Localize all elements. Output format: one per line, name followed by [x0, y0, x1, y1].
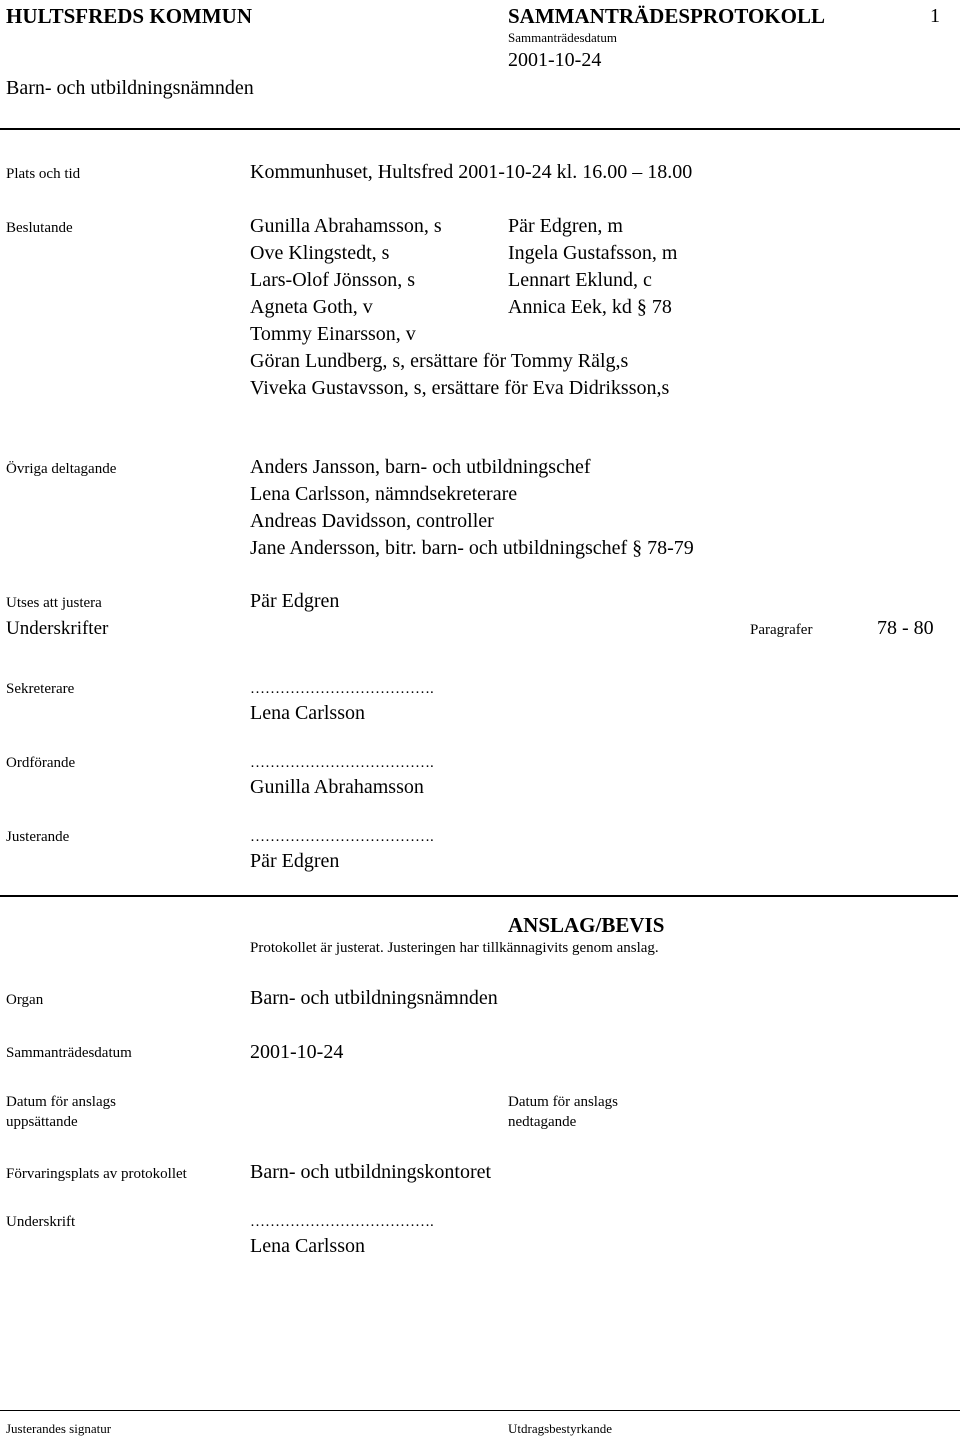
document-type: SAMMANTRÄDESPROTOKOLL	[508, 4, 825, 28]
extract-certify-label: Utdragsbestyrkande	[508, 1421, 612, 1436]
decision-maker-full: Göran Lundberg, s, ersättare för Tommy Rälg,s	[250, 350, 629, 372]
secretary-label: Sekreterare	[6, 681, 75, 697]
notice-date-value: 2001-10-24	[250, 1041, 344, 1063]
decision-maker-right: Pär Edgren, m	[508, 215, 623, 237]
storage-value: Barn- och utbildningskontoret	[250, 1161, 492, 1183]
adjuster-signature-label: Justerandes signatur	[6, 1421, 112, 1436]
removal-date-label: nedtagande	[508, 1114, 577, 1130]
adjuster-label: Utses att justera	[6, 595, 102, 611]
paragraphs-value: 78 - 80	[877, 617, 934, 639]
decision-maker-right: Ingela Gustafsson, m	[508, 242, 678, 264]
chair-label: Ordförande	[6, 755, 76, 771]
signature-line: ……………………………….	[250, 681, 434, 697]
adjusting-label: Justerande	[6, 829, 70, 845]
signatures-label: Underskrifter	[6, 618, 109, 639]
decision-maker-left: Agneta Goth, v	[250, 296, 373, 318]
paragraphs-label: Paragrafer	[750, 622, 813, 638]
header-divider	[0, 128, 960, 130]
organ-value: Barn- och utbildningsnämnden	[250, 987, 498, 1009]
other-participant: Lena Carlsson, nämndsekreterare	[250, 483, 518, 505]
other-participant: Andreas Davidsson, controller	[250, 510, 494, 532]
decision-maker-full: Tommy Einarsson, v	[250, 323, 416, 345]
notice-divider	[0, 895, 958, 897]
org-name: HULTSFREDS KOMMUN	[6, 4, 253, 28]
signature-line: ……………………………….	[250, 755, 434, 771]
signature-label: Underskrift	[6, 1214, 76, 1230]
notice-date-label: Sammanträdesdatum	[6, 1045, 132, 1061]
posting-date-label: uppsättande	[6, 1114, 78, 1130]
meeting-date-label: Sammanträdesdatum	[508, 30, 618, 45]
decision-maker-left: Ove Klingstedt, s	[250, 242, 390, 264]
other-participant: Anders Jansson, barn- och utbildningschef	[250, 456, 591, 478]
storage-label: Förvaringsplats av protokollet	[6, 1166, 187, 1182]
posting-date-label: Datum för anslags	[6, 1094, 116, 1110]
signature-line: ……………………………….	[250, 829, 434, 845]
secretary-name: Lena Carlsson	[250, 702, 365, 724]
page-number: 1	[930, 5, 940, 27]
removal-date-label: Datum för anslags	[508, 1094, 618, 1110]
place-value: Kommunhuset, Hultsfred 2001-10-24 kl. 16.00 – 18.00	[250, 161, 693, 183]
meeting-date: 2001-10-24	[508, 49, 602, 71]
decision-maker-left: Gunilla Abrahamsson, s	[250, 215, 442, 237]
footer-divider	[0, 1410, 960, 1411]
other-participant: Jane Andersson, bitr. barn- och utbildningschef § 78-79	[250, 537, 694, 559]
decision-maker-full: Viveka Gustavsson, s, ersättare för Eva Didriksson,s	[250, 377, 670, 399]
chair-name: Gunilla Abrahamsson	[250, 776, 424, 798]
signature-line: ……………………………….	[250, 1214, 434, 1230]
decision-makers-label: Beslutande	[6, 220, 73, 236]
adjusting-name: Pär Edgren	[250, 850, 340, 872]
others-label: Övriga deltagande	[6, 461, 117, 477]
decision-maker-right: Lennart Eklund, c	[508, 269, 652, 291]
signature-name: Lena Carlsson	[250, 1235, 365, 1257]
adjuster-value: Pär Edgren	[250, 590, 340, 612]
decision-maker-left: Lars-Olof Jönsson, s	[250, 269, 415, 291]
organ-label: Organ	[6, 992, 44, 1008]
decision-maker-right: Annica Eek, kd § 78	[508, 296, 672, 318]
place-label: Plats och tid	[6, 166, 81, 182]
committee-name: Barn- och utbildningsnämnden	[6, 77, 254, 99]
notice-text: Protokollet är justerat. Justeringen har tillkännagivits genom anslag.	[250, 940, 659, 956]
notice-title: ANSLAG/BEVIS	[508, 913, 665, 937]
